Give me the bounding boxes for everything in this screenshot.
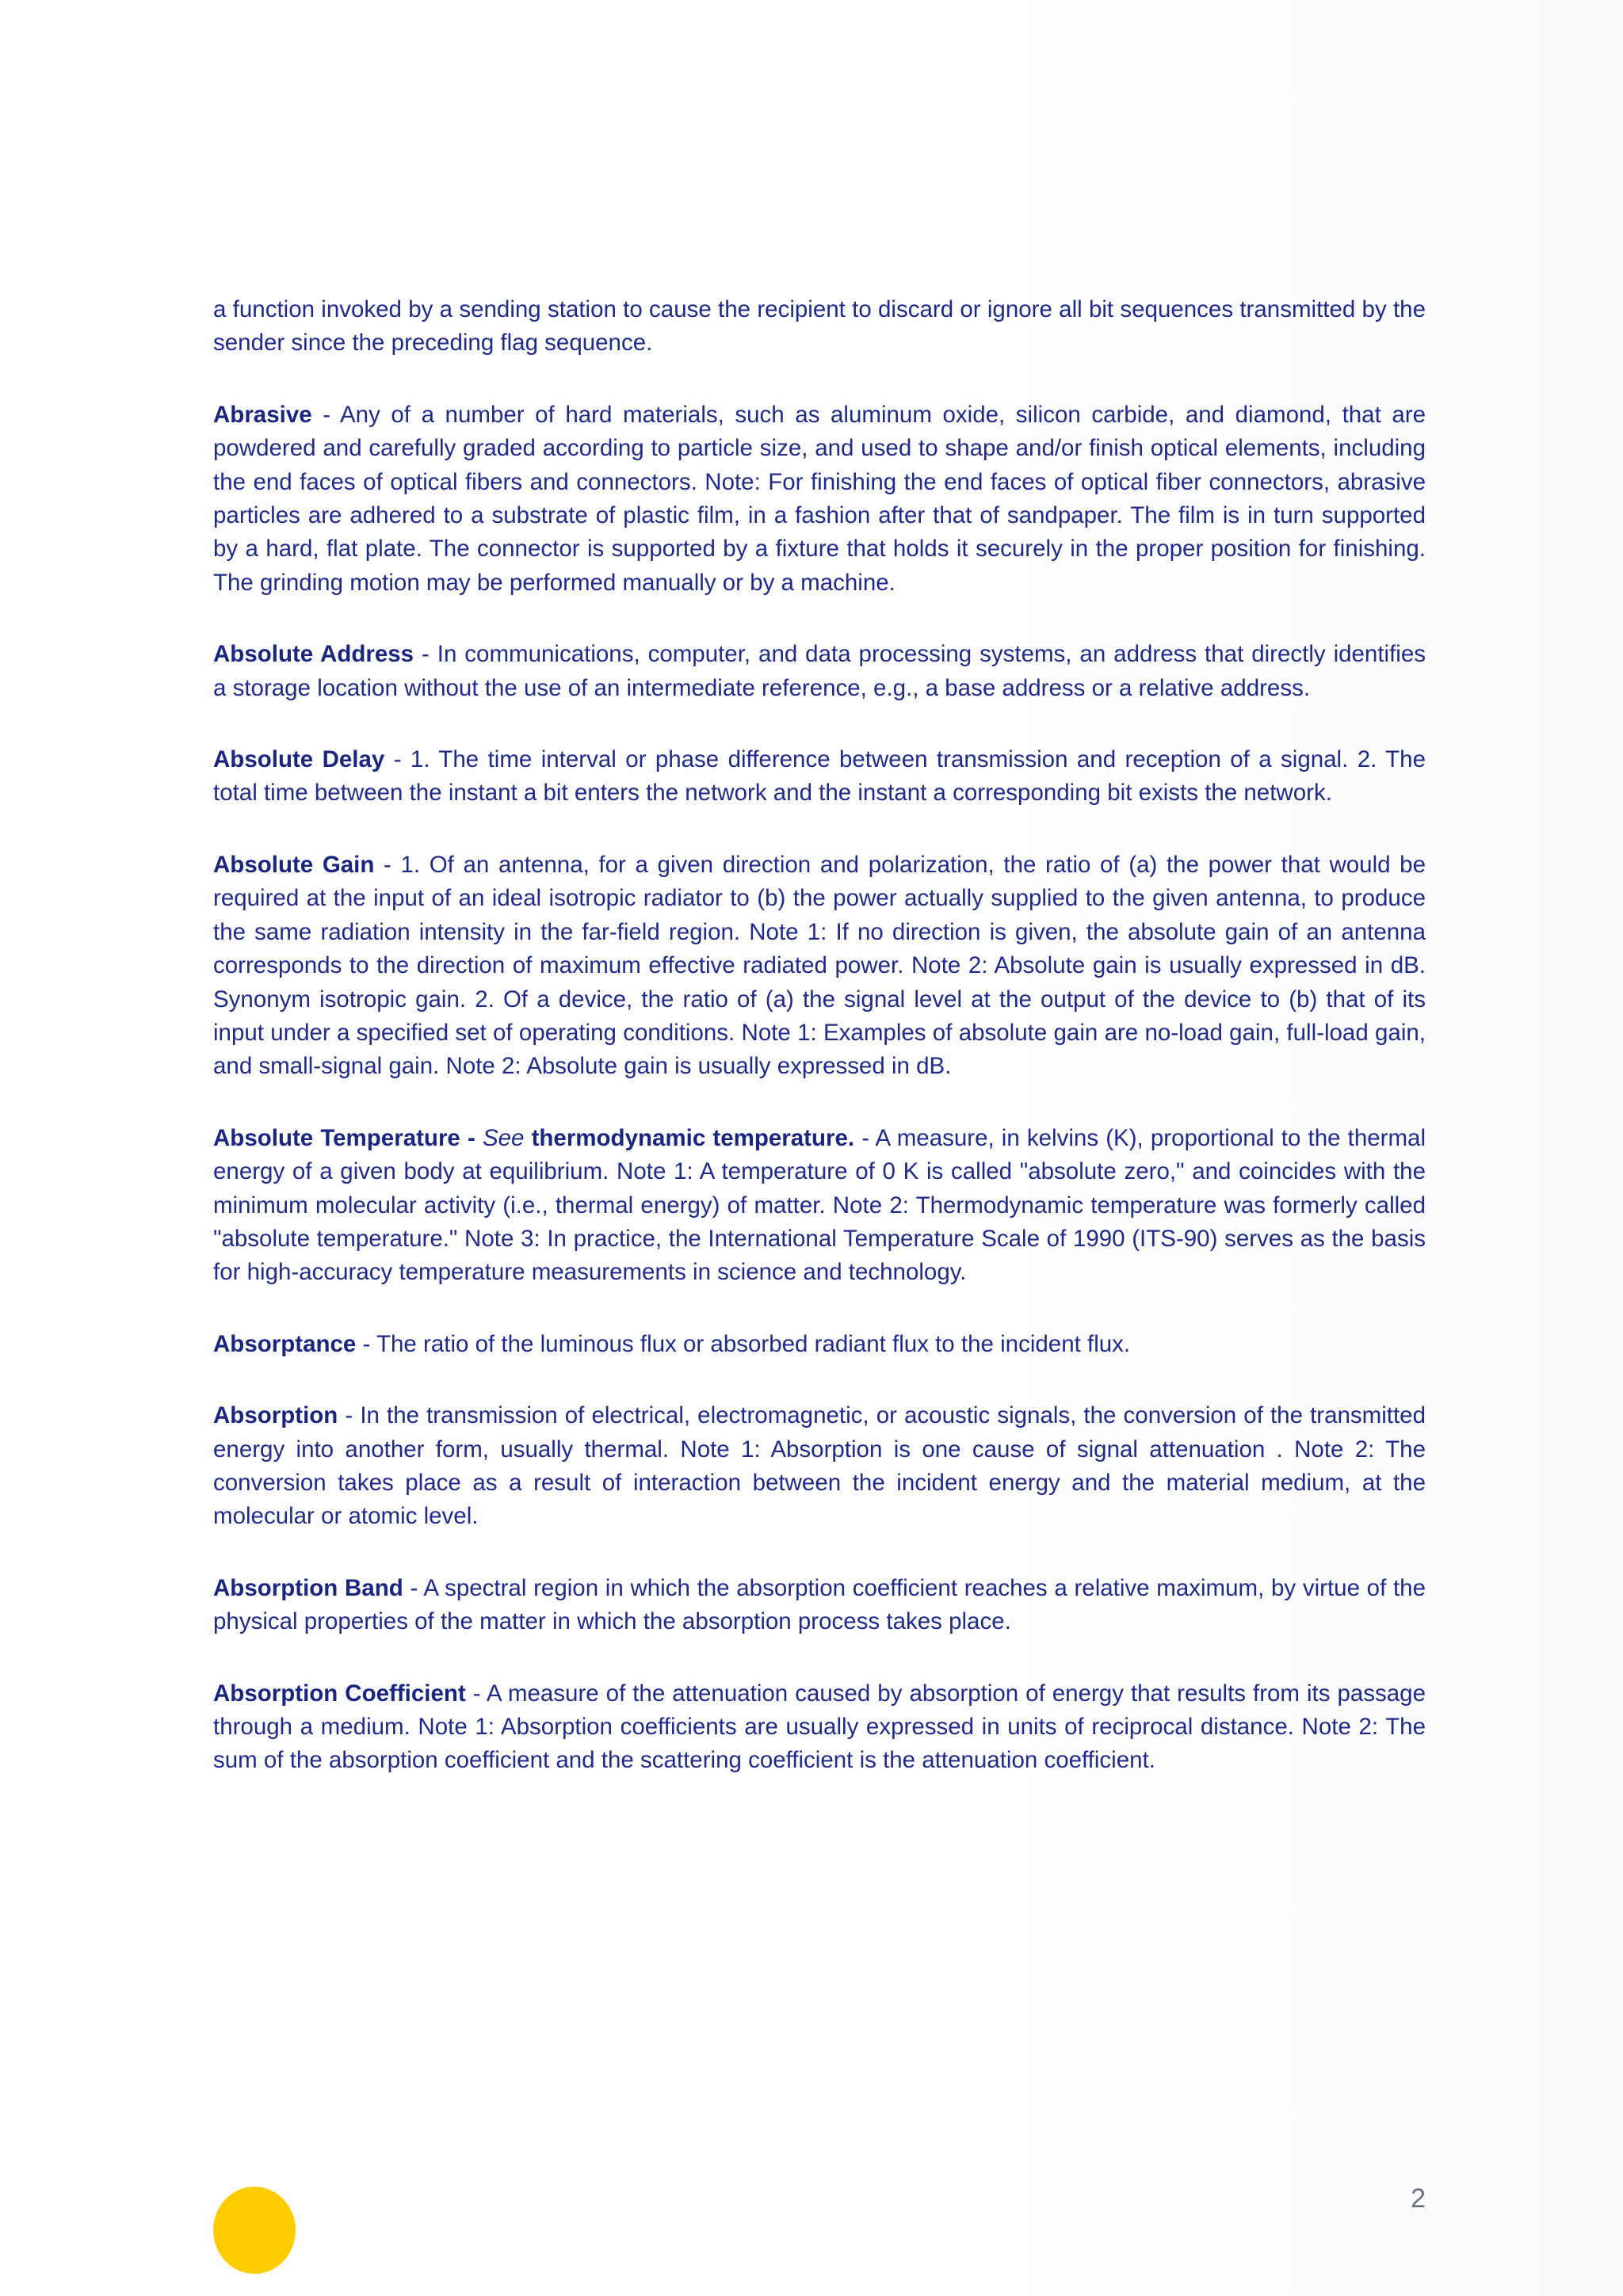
entry-term: Abrasive	[213, 401, 312, 428]
decorative-yellow-circle	[213, 2187, 296, 2274]
entry-text: - Any of a number of hard materials, such as aluminum oxide, silicon carbide, and diamond, that are powdered and carefully graded according to particle size, and used to shape and/or finish optical elements, including the end faces of optical fibers and connectors. Note: For finishing the end faces of optical fiber connectors, abrasive particles are adhered to a substrate of plastic film, in a fashion after that of sandpaper. The film is in turn supported by a hard, flat plate. The connector is supported by a fixture that holds it securely in the proper position for finishing. The grinding motion may be performed manually or by a machine.	[213, 401, 1426, 596]
entry-text: - A measure, in kelvins (K), proportional to the thermal energy of a given body at equilibrium. Note 1: A temperature of 0 K is called "absolute zero," and coincides with the minimum molecular activity (i.e., thermal energy) of matter. Note 2: Thermodynamic temperature was formerly called "absolute temperature." Note 3: In practice, the International Temperature Scale of 1990 (ITS-90) serves as the basis for high-accuracy temperature measurements in science and technology.	[213, 1124, 1426, 1286]
entry-term: Absolute Address	[213, 641, 414, 668]
entry-text: - 1. The time interval or phase difference between transmission and reception of a signal. 2. The total time between the instant a bit enters the network and the instant a corresponding bit exists the network.	[213, 746, 1426, 807]
entry-text: - In the transmission of electrical, electromagnetic, or acoustic signals, the conversion of the transmitted energy into another form, usually thermal. Note 1: Absorption is one cause of signal attenuation . Note 2: The conversion takes place as a result of interaction between the incident energy and the material medium, at the molecular or atomic level.	[213, 1402, 1426, 1530]
glossary-entry-abrasive	[213, 399, 1426, 600]
glossary-entry-absorption-band	[213, 1572, 1426, 1639]
entry-text: - A measure of the attenuation caused by absorption of energy that results from its passage through a medium. Note 1: Absorption coefficients are usually expressed in units of reciprocal distance. Note 2: The sum of the absorption coefficient and the scattering coefficient is the attenuation coefficient.	[213, 1680, 1426, 1774]
entry-cross-reference: thermodynamic temperature.	[531, 1124, 855, 1151]
glossary-entry-absorption-coefficient	[213, 1677, 1426, 1778]
glossary-entry-absorptance	[213, 1328, 1426, 1361]
glossary-entry-absolute-delay	[213, 743, 1426, 810]
entry-term: Absorption	[213, 1402, 338, 1429]
glossary-content	[213, 293, 1426, 1816]
entry-term: Absolute Delay	[213, 746, 385, 773]
entry-term: Absolute Gain	[213, 851, 375, 878]
entry-term: Absorption Coefficient	[213, 1680, 466, 1707]
entry-term: Absolute Temperature -	[213, 1124, 475, 1151]
entry-term: Absorptance	[213, 1330, 357, 1357]
entry-text: - 1. Of an antenna, for a given direction and polarization, the ratio of (a) the power that would be required at the input of an ideal isotropic radiator to (b) the power actually supplied to the given antenna, to produce the same radiation intensity in the far-field region. Note 1: If no direction is given, the absolute gain of an antenna corresponds to the direction of maximum effective radiated power. Note 2: Absolute gain is usually expressed in dB. Synonym isotropic gain. 2. Of a device, the ratio of (a) the signal level at the output of the device to (b) that of its input under a specified set of operating conditions. Note 1: Examples of absolute gain are no-load gain, full-load gain, and small-signal gain. Note 2: Absolute gain is usually expressed in dB.	[213, 851, 1426, 1080]
glossary-entry-absolute-address	[213, 638, 1426, 705]
glossary-entry-absolute-temperature	[213, 1122, 1426, 1290]
page-number: 2	[1411, 2183, 1426, 2214]
entry-text: - The ratio of the luminous flux or absorbed radiant flux to the incident flux.	[356, 1330, 1131, 1357]
glossary-entry-absolute-gain	[213, 849, 1426, 1084]
entry-text: a function invoked by a sending station to cause the recipient to discard or ignore all bit sequences transmitted by the sender since the preceding flag sequence.	[213, 296, 1426, 357]
entry-text: - A spectral region in which the absorption coefficient reaches a relative maximum, by virtue of the physical properties of the matter in which the absorption process takes place.	[213, 1574, 1426, 1635]
glossary-entry-absorption	[213, 1399, 1426, 1534]
entry-text: - In communications, computer, and data processing systems, an address that directly identifies a storage location without the use of an intermediate reference, e.g., a base address or a relative address.	[213, 641, 1426, 701]
glossary-entry-continuation	[213, 293, 1426, 360]
entry-see-label: See	[482, 1124, 525, 1151]
entry-term: Absorption Band	[213, 1574, 403, 1601]
